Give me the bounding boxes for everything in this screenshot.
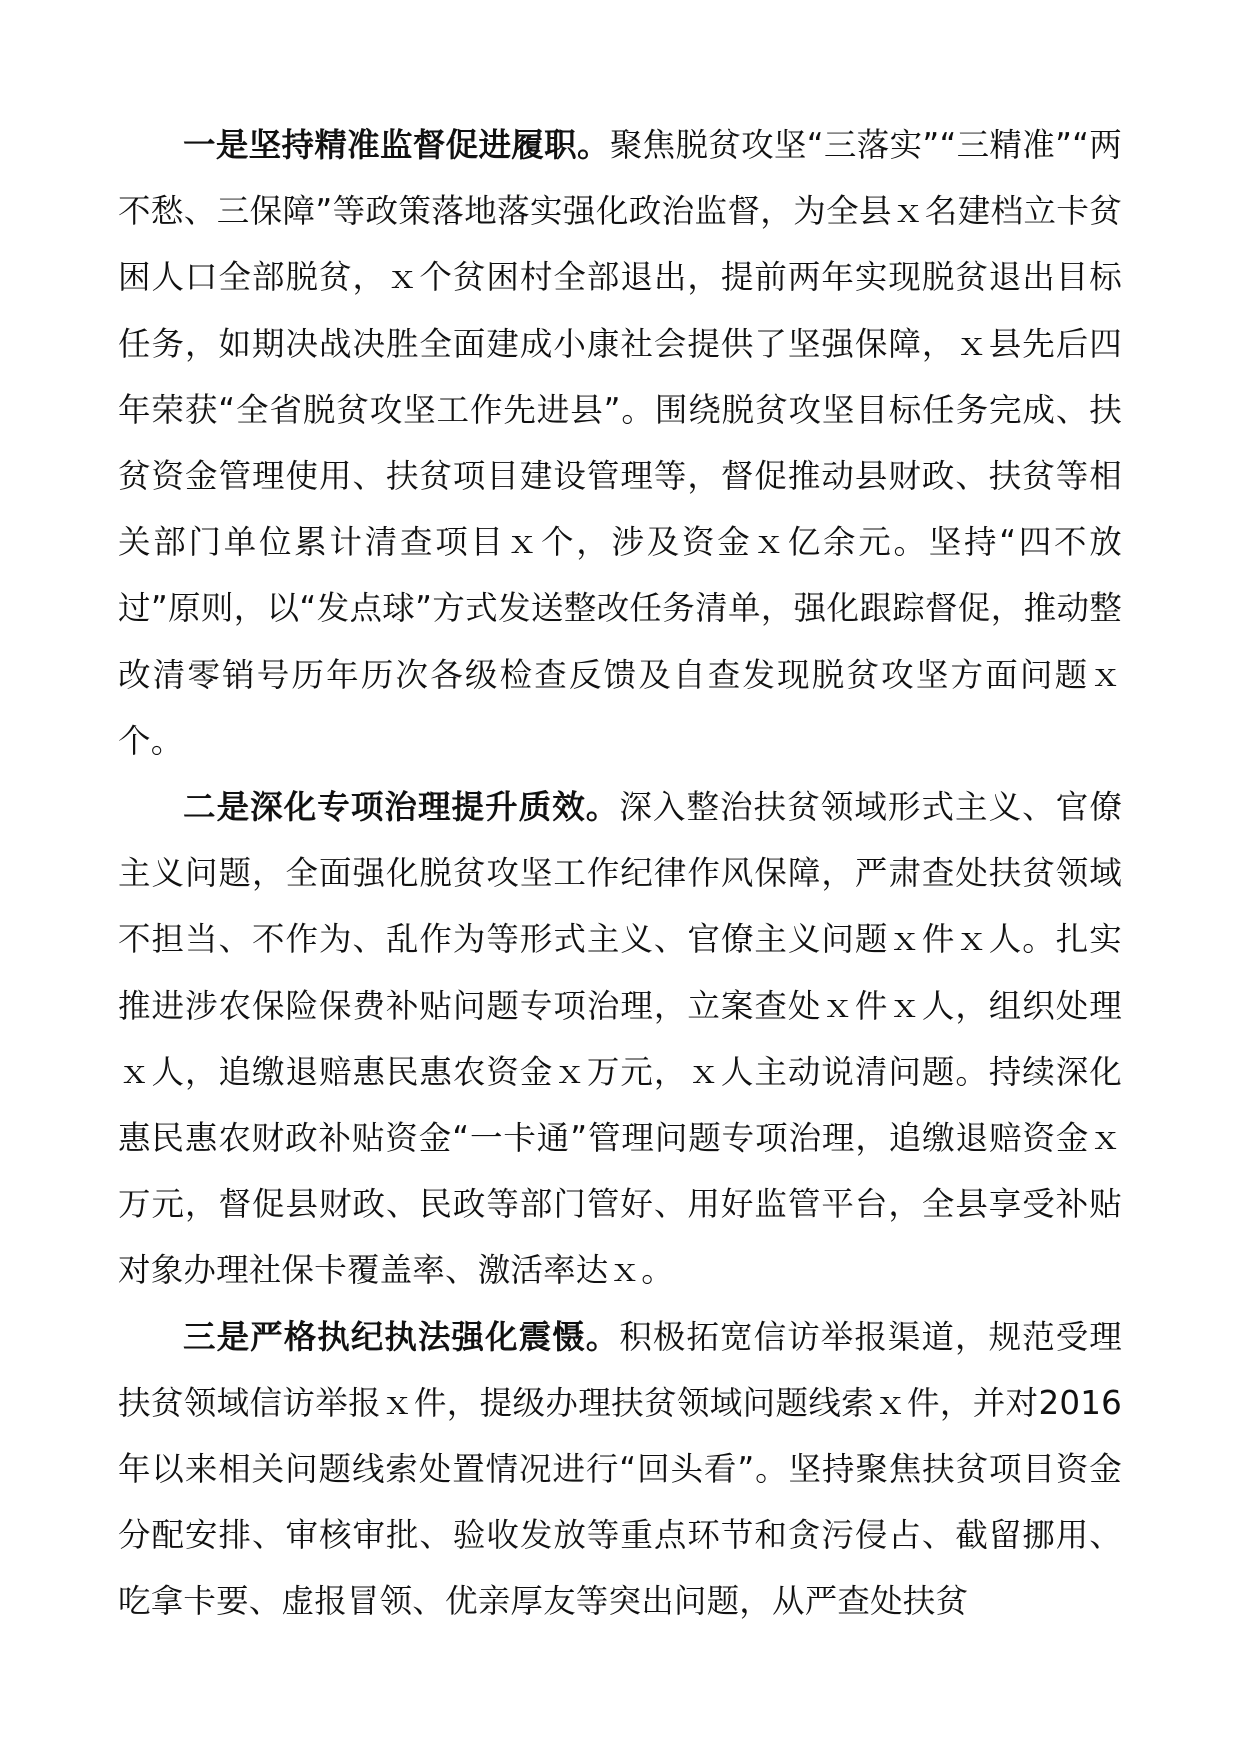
- paragraph-2-heading: 二是深化专项治理提升质效。: [183, 788, 620, 827]
- paragraph-2: [118, 774, 1122, 1304]
- paragraph-3: [118, 1304, 1122, 1635]
- paragraph-1-heading: 一是坚持精准监督促进履职。: [183, 126, 610, 164]
- paragraph-3-body: 积极拓宽信访举报渠道，规范受理扶贫领域信访举报ｘ件，提级办理扶贫领域问题线索ｘ件，并对2016年以来相关问题线索处置情况进行“回头看”。坚持聚焦扶贫项目资金分配安排、审核审批、验收发放等重点环节和贪污侵占、截留挪用、吃拿卡要、虚报冒领、优亲厚友等突出问题，从严查处扶贫: [118, 1317, 1122, 1621]
- paragraph-3-heading: 三是严格执纪执法强化震慑。: [183, 1317, 620, 1356]
- paragraph-2-body: 深入整治扶贫领域形式主义、官僚主义问题，全面强化脱贫攻坚工作纪律作风保障，严肃查处扶贫领域不担当、不作为、乱作为等形式主义、官僚主义问题ｘ件ｘ人。扎实推进涉农保险保费补贴问题专项治理，立案查处ｘ件ｘ人，组织处理ｘ人，追缴退赔惠民惠农资金ｘ万元，ｘ人主动说清问题。持续深化惠民惠农财政补贴资金“一卡通”管理问题专项治理，追缴退赔资金ｘ万元，督促县财政、民政等部门管好、用好监管平台，全县享受补贴对象办理社保卡覆盖率、激活率达ｘ。: [118, 788, 1122, 1290]
- paragraph-1: [118, 112, 1122, 774]
- paragraph-1-body: 聚焦脱贫攻坚“三落实”“三精准”“两不愁、三保障”等政策落地落实强化政治监督，为全县ｘ名建档立卡贫困人口全部脱贫，ｘ个贫困村全部退出，提前两年实现脱贫退出目标任务，如期决战决胜全面建成小康社会提供了坚强保障，ｘ县先后四年荣获“全省脱贫攻坚工作先进县”。围绕脱贫攻坚目标任务完成、扶贫资金管理使用、扶贫项目建设管理等，督促推动县财政、扶贫等相关部门单位累计清查项目ｘ个，涉及资金ｘ亿余元。坚持“四不放过”原则，以“发点球”方式发送整改任务清单，强化跟踪督促，推动整改清零销号历年历次各级检查反馈及自查发现脱贫攻坚方面问题ｘ个。: [118, 126, 1122, 760]
